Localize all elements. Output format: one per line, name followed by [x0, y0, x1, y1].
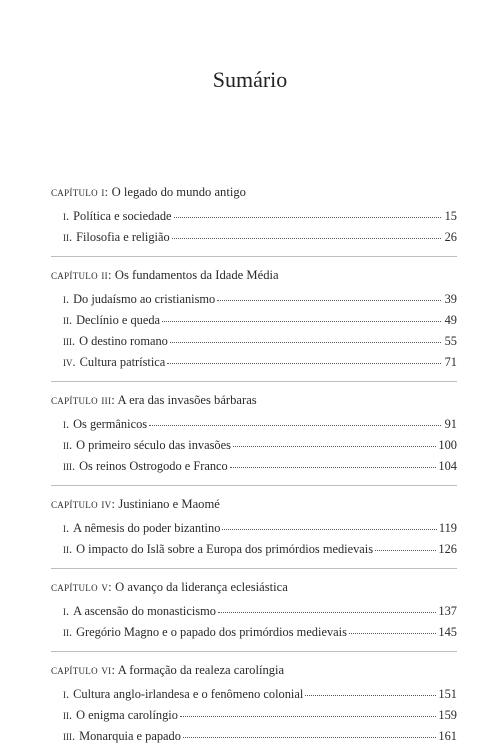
entry-number: iv. — [63, 355, 76, 369]
entry-title: Gregório Magno e o papado dos primórdios medievais — [76, 625, 347, 639]
entry-page: 119 — [438, 521, 457, 535]
entry-title: Monarquia e papado — [79, 729, 181, 743]
entry-number: i. — [63, 604, 70, 618]
chapter-heading — [51, 265, 457, 285]
divider — [51, 651, 457, 652]
entry-number: i. — [63, 209, 70, 223]
entry-number: iii. — [63, 459, 76, 473]
chapter-heading — [51, 660, 457, 680]
entry-page: 137 — [438, 604, 457, 618]
dot-leader — [174, 216, 441, 218]
entry-title: O impacto do Islã sobre a Europa dos primórdios medievais — [76, 542, 374, 556]
entry-number: iii. — [63, 729, 76, 743]
entry-title: O primeiro século das invasões — [76, 438, 231, 452]
chapter-5 — [51, 577, 457, 643]
entry-title: Filosofia e religião — [76, 230, 170, 244]
entry-page: 39 — [444, 292, 457, 306]
dot-leader — [375, 549, 436, 551]
entry-number: i. — [63, 687, 70, 701]
entry-title: Cultura patrística — [79, 355, 166, 369]
divider — [51, 256, 457, 257]
dot-leader — [170, 341, 441, 343]
toc-entry[interactable] — [51, 414, 457, 435]
entry-number: i. — [63, 521, 70, 535]
chapter-2 — [51, 265, 457, 373]
dot-leader — [183, 736, 436, 738]
entry-page: 26 — [444, 230, 457, 244]
entry-page: 55 — [444, 334, 457, 348]
dot-leader — [349, 632, 436, 634]
entry-page: 145 — [438, 625, 457, 639]
entry-page: 104 — [438, 459, 457, 473]
toc-entry[interactable] — [51, 331, 457, 352]
entry-title: Os germânicos — [73, 417, 148, 431]
chapter-label: capítulo iii: — [51, 393, 116, 407]
entry-page: 49 — [444, 313, 457, 327]
entry-title: Do judaísmo ao cristianismo — [73, 292, 216, 306]
entry-title: A ascensão do monasticismo — [73, 604, 216, 618]
entry-number: ii. — [63, 438, 73, 452]
toc-entry[interactable] — [51, 456, 457, 477]
chapter-title: O legado do mundo antigo — [111, 185, 246, 199]
entry-page: 100 — [438, 438, 457, 452]
entry-title: Os reinos Ostrogodo e Franco — [79, 459, 228, 473]
entry-number: ii. — [63, 542, 73, 556]
divider — [51, 381, 457, 382]
chapter-title: O avanço da liderança eclesiástica — [115, 580, 288, 594]
chapter-heading — [51, 182, 457, 202]
dot-leader — [172, 237, 441, 239]
dot-leader — [162, 320, 441, 322]
dot-leader — [305, 694, 436, 696]
toc-entry[interactable] — [51, 352, 457, 373]
table-of-contents — [51, 182, 457, 747]
chapter-title: A formação da realeza carolíngia — [117, 663, 285, 677]
toc-entry[interactable] — [51, 518, 457, 539]
chapter-6 — [51, 660, 457, 747]
toc-entry[interactable] — [51, 539, 457, 560]
toc-entry[interactable] — [51, 601, 457, 622]
divider — [51, 485, 457, 486]
entry-title: Declínio e queda — [76, 313, 161, 327]
entry-title: O destino romano — [79, 334, 168, 348]
dot-leader — [167, 362, 441, 364]
chapter-4 — [51, 494, 457, 560]
entry-number: iii. — [63, 334, 76, 348]
chapter-label: capítulo v: — [51, 580, 112, 594]
chapter-label: capítulo i: — [51, 185, 109, 199]
chapter-title: A era das invasões bárbaras — [117, 393, 257, 407]
chapter-1 — [51, 182, 457, 248]
dot-leader — [222, 528, 436, 530]
entry-title: O enigma carolíngio — [76, 708, 178, 722]
chapter-3 — [51, 390, 457, 477]
toc-entry[interactable] — [51, 684, 457, 705]
entry-page: 159 — [438, 708, 457, 722]
dot-leader — [149, 424, 441, 426]
chapter-title: Os fundamentos da Idade Média — [114, 268, 279, 282]
entry-number: ii. — [63, 708, 73, 722]
entry-number: ii. — [63, 313, 73, 327]
entry-title: Cultura anglo-irlandesa e o fenômeno colonial — [73, 687, 304, 701]
toc-entry[interactable] — [51, 289, 457, 310]
chapter-heading — [51, 577, 457, 597]
toc-entry[interactable] — [51, 206, 457, 227]
entry-title: A nêmesis do poder bizantino — [73, 521, 221, 535]
entry-page: 71 — [444, 355, 457, 369]
toc-entry[interactable] — [51, 435, 457, 456]
chapter-heading — [51, 390, 457, 410]
toc-entry[interactable] — [51, 622, 457, 643]
entry-number: ii. — [63, 230, 73, 244]
dot-leader — [180, 715, 436, 717]
entry-number: i. — [63, 292, 70, 306]
chapter-heading — [51, 494, 457, 514]
entry-page: 91 — [444, 417, 457, 431]
toc-entry[interactable] — [51, 705, 457, 726]
toc-entry[interactable] — [51, 726, 457, 747]
toc-entry[interactable] — [51, 310, 457, 331]
entry-title: Política e sociedade — [73, 209, 172, 223]
divider — [51, 568, 457, 569]
chapter-label: capítulo iv: — [51, 497, 116, 511]
chapter-title: Justiniano e Maomé — [118, 497, 220, 511]
entry-page: 126 — [438, 542, 457, 556]
dot-leader — [217, 299, 441, 301]
entry-page: 15 — [444, 209, 457, 223]
entry-number: i. — [63, 417, 70, 431]
chapter-label: capítulo vi: — [51, 663, 116, 677]
dot-leader — [233, 445, 436, 447]
toc-entry[interactable] — [51, 227, 457, 248]
entry-page: 161 — [438, 729, 457, 743]
dot-leader — [230, 466, 437, 468]
entry-number: ii. — [63, 625, 73, 639]
chapter-label: capítulo ii: — [51, 268, 112, 282]
entry-page: 151 — [438, 687, 457, 701]
dot-leader — [218, 611, 436, 613]
page-title: Sumário — [212, 66, 288, 92]
